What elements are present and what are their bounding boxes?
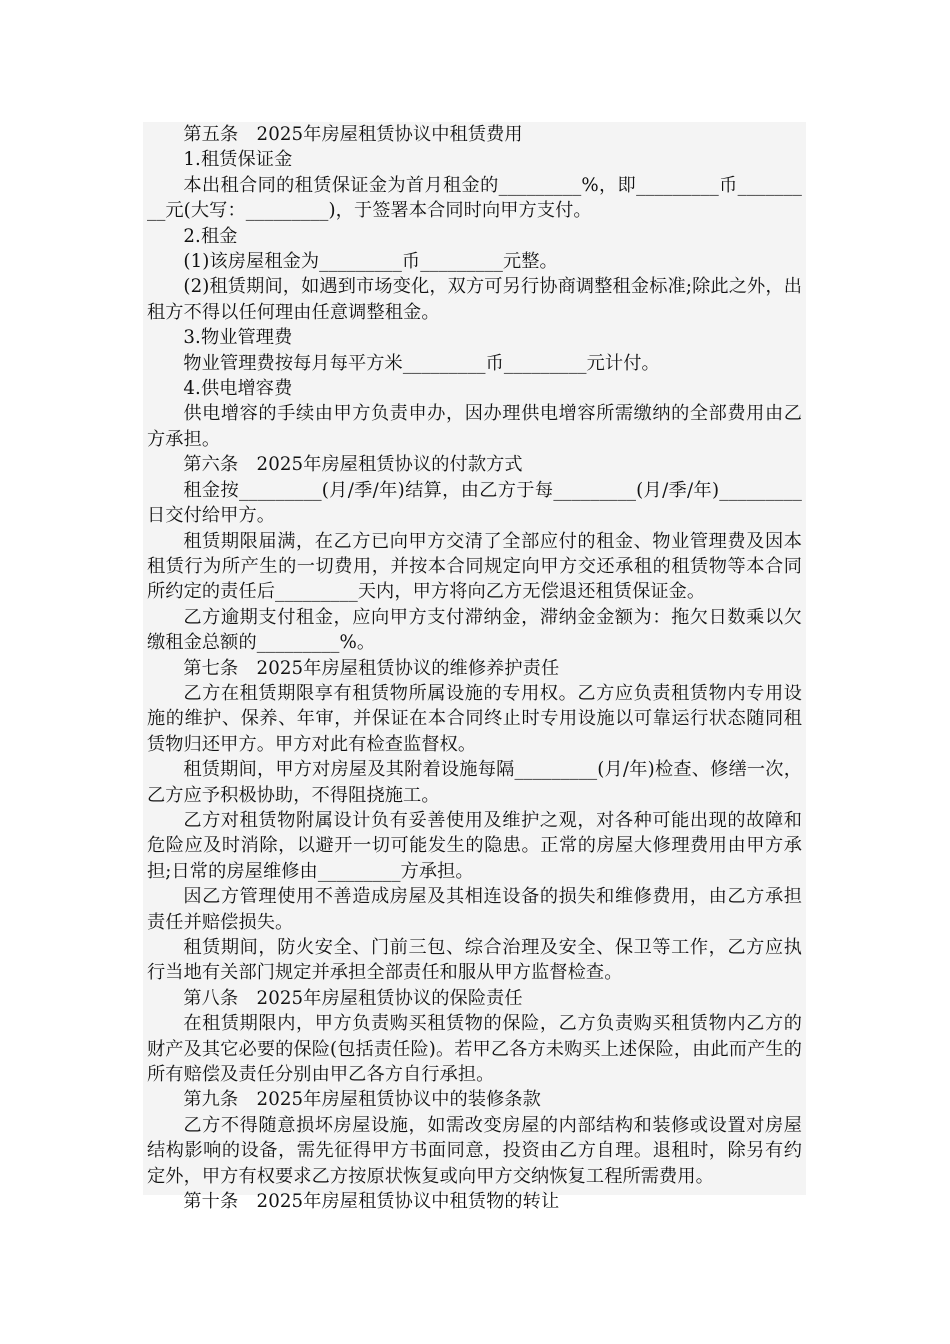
article-6-heading: 第六条 2025年房屋租赁协议的付款方式 — [183, 454, 523, 476]
paragraph: 租赁期间，防火安全、门前三包、综合治理及安全、保卫等工作，乙方应执行当地有关部门规定并承担全部责任和服从甲方监督检查。 — [147, 937, 802, 984]
paragraph: 物业管理费按每月每平方米_________币_________元计付。 — [183, 352, 660, 374]
article-7-heading: 第七条 2025年房屋租赁协议的维修养护责任 — [183, 657, 560, 679]
section-item: 1.租赁保证金 — [183, 149, 293, 171]
section-item: 2.租金 — [183, 225, 238, 247]
paragraph: 供电增容的手续由甲方负责申办，因办理供电增容所需缴纳的全部费用由乙方承担。 — [147, 403, 802, 450]
section-item: 4.供电增容费 — [183, 378, 293, 400]
paragraph: (1)该房屋租金为_________币_________元整。 — [183, 251, 558, 273]
paragraph: (2)租赁期间，如遇到市场变化，双方可另行协商调整租金标准;除此之外，出租方不得以任何理由任意调整租金。 — [147, 276, 802, 323]
paragraph: 租赁期限届满，在乙方已向甲方交清了全部应付的租金、物业管理费及因本租赁行为所产生的一切费用，并按本合同规定向甲方交还承租的租赁物等本合同所约定的责任后_________天内，甲方将向乙方无偿退还租赁保证金。 — [147, 530, 802, 603]
paragraph: 租金按_________(月/季/年)结算，由乙方于每_________(月/季/年)_________日交付给甲方。 — [147, 479, 802, 527]
paragraph: 乙方对租赁物附属设计负有妥善使用及维护之观，对各种可能出现的故障和危险应及时消除，以避开一切可能发生的隐患。正常的房屋大修理费用由甲方承担;日常的房屋维修由_________方承担。 — [147, 809, 802, 882]
paragraph: 乙方不得随意损坏房屋设施，如需改变房屋的内部结构和装修或设置对房屋结构影响的设备，需先征得甲方书面同意，投资由乙方自理。退租时，除另有约定外，甲方有权要求乙方按原状恢复或向甲方交纳恢复工程所需费用。 — [147, 1114, 802, 1187]
document-page — [143, 122, 806, 1213]
paragraph: 租赁期间，甲方对房屋及其附着设施每隔_________(月/年)检查、修缮一次，乙方应予积极协助，不得阻挠施工。 — [147, 759, 802, 806]
paragraph: 本出租合同的租赁保证金为首月租金的_________%，即_________币_________元(大写：_________)，于签署本合同时向甲方支付。 — [147, 174, 802, 222]
paragraph: 因乙方管理使用不善造成房屋及其相连设备的损失和维修费用，由乙方承担责任并赔偿损失。 — [147, 886, 802, 933]
document-body — [143, 122, 806, 1214]
article-10-heading: 第十条 2025年房屋租赁协议中租赁物的转让 — [183, 1191, 560, 1213]
article-5-heading: 第五条 2025年房屋租赁协议中租赁费用 — [183, 124, 523, 145]
article-8-heading: 第八条 2025年房屋租赁协议的保险责任 — [183, 987, 523, 1009]
paragraph: 乙方在租赁期限享有租赁物所属设施的专用权。乙方应负责租赁物内专用设施的维护、保养、年审，并保证在本合同终止时专用设施以可靠运行状态随同租赁物归还甲方。甲方对此有检查监督权。 — [147, 682, 802, 755]
article-9-heading: 第九条 2025年房屋租赁协议中的装修条款 — [183, 1089, 541, 1111]
paragraph: 在租赁期限内，甲方负责购买租赁物的保险，乙方负责购买租赁物内乙方的财产及其它必要的保险(包括责任险)。若甲乙各方未购买上述保险，由此而产生的所有赔偿及责任分别由甲乙各方自行承担。 — [147, 1013, 802, 1086]
section-item: 3.物业管理费 — [183, 327, 293, 349]
paragraph: 乙方逾期支付租金，应向甲方支付滞纳金，滞纳金金额为：拖欠日数乘以欠缴租金总额的_________%。 — [147, 606, 802, 654]
